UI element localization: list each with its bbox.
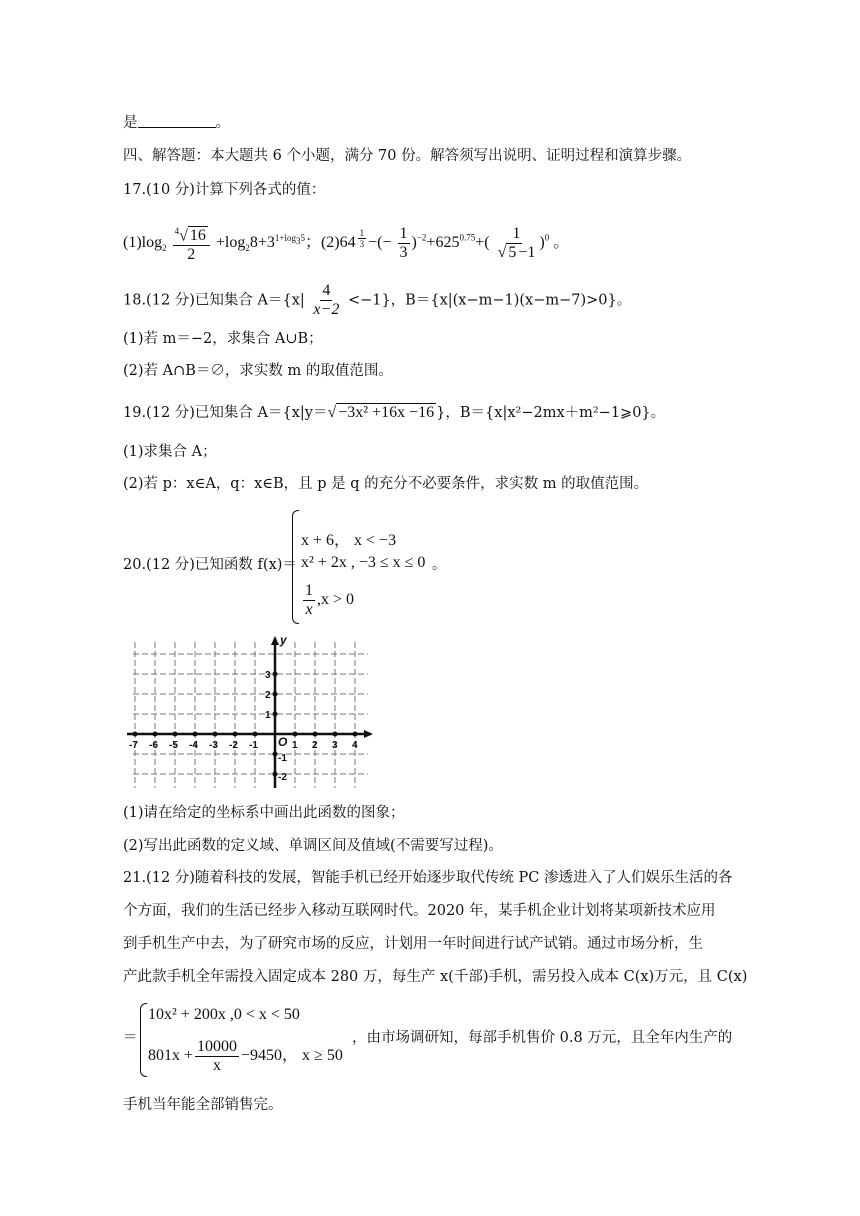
q19-part2: (2)若 p：x∈A，q：x∈B，且 p 是 q 的充分不必要条件，求实数 m 的取值范围。 (123, 476, 649, 492)
x-tick-label: 1 (292, 740, 298, 751)
coordinate-grid (123, 634, 377, 790)
y-tick-label: 1 (265, 710, 271, 721)
q21-line4: 产此款手机全年需投入固定成本 280 万，每生产 x(千部)手机，需另投入成本 C(x)万元，且 C(x) (123, 969, 748, 985)
q17-title: 17.(10 分)计算下列各式的值： (123, 182, 326, 198)
q19-statement: 19.(12 分)已知集合 A＝{x|y＝√ −3x² +16x −16 }，B＝{x|x²−2mx＋m²−1⩾0}。 (123, 404, 666, 421)
piecewise-brace (292, 510, 299, 624)
y-tick-label: 3 (265, 670, 271, 681)
y-tick-label: -2 (278, 772, 287, 783)
q18-part1: (1)若 m＝−2，求集合 A∪B； (123, 331, 323, 347)
q17-expression: $(1)\log_2$ $\frac{^4√ 16}{2}$ $+\log_28+3^{1+log_35}$；(2)64 $^{\frac{1}{3}}$ −(− $\frac{1}{3}$ )$^{-2}+625^{0.75}+$( $\frac{1}{√ 5 -1}$ )$^0$ 。 (123, 222, 569, 262)
x-tick-label: -4 (189, 740, 198, 751)
x-tick-label: 2 (312, 740, 318, 751)
origin-label: O (278, 735, 288, 749)
x-tick-label: -5 (169, 740, 178, 751)
y-axis-arrow-icon (271, 636, 279, 645)
q21-eq: ＝ (123, 1030, 138, 1046)
x-tick-label: -3 (209, 740, 218, 751)
y-axis-label: y (280, 634, 287, 647)
answer-blank-line (123, 113, 230, 133)
q18-statement: 18.(12 分)已知集合 A＝{x| $\frac{4}{x-2}$ <−1}，B＝{x|(x−m−1)(x−m−7)>0}。 (123, 282, 632, 318)
x-tick-label: -6 (149, 740, 158, 751)
q19-part1: (1)求集合 A； (123, 444, 217, 460)
text: 是 (123, 115, 138, 131)
text: 。 (215, 115, 230, 131)
root-fraction: $\frac{^4√ 16}{2}$ (173, 222, 210, 264)
x-tick-label: 3 (332, 740, 338, 751)
q21-line2: 个方面，我们的生活已经步入移动互联网时代。2020 年，某手机企业计划将某项新技术应用 (123, 903, 716, 919)
q20-case1: x + 6， x < −3 (301, 532, 397, 549)
x-tick-label: -1 (249, 740, 258, 751)
y-tick-label: -1 (278, 753, 287, 764)
q21-case2: 801x + $\frac{10000}{x}$ −9450， x ≥ 50 (148, 1038, 343, 1074)
q21-tail: ，由市场调研知，每部手机售价 0.8 万元，且全年内生产的 (352, 1030, 733, 1046)
q21-line6: 手机当年能全部销售完。 (123, 1097, 283, 1113)
piecewise-brace (140, 1003, 147, 1077)
q21-line3: 到手机生产中去，为了研究市场的反应，计划用一年时间进行试产试销。通过市场分析，生 (123, 936, 703, 952)
q20-part1: (1)请在给定的坐标系中画出此函数的图象； (123, 805, 405, 821)
q18-part2: (2)若 A∩B＝∅，求实数 m 的取值范围。 (123, 363, 393, 379)
q20-case3: $\frac{1}{x}$ ,x > 0 (305, 582, 355, 618)
x-tick-label: -7 (129, 740, 138, 751)
q20-part2: (2)写出此函数的定义域、单调区间及值域(不需要写过程)。 (123, 838, 503, 854)
text: 。 (432, 557, 447, 573)
q20-case2: x² + 2x , −3 ≤ x ≤ 0 (301, 554, 426, 571)
q21-case1: 10x² + 200x ,0 < x < 50 (148, 1006, 300, 1023)
y-tick-label: 2 (265, 690, 271, 701)
x-tick-label: -2 (229, 740, 238, 751)
q21-line1: 21.(12 分)随着科技的发展，智能手机已经开始逐步取代传统 PC 渗透进入了人们娱乐生活的各 (123, 870, 733, 886)
section-heading: 四、解答题：本大题共 6 个小题，满分 70 份。解答须写出说明、证明过程和演算步骤。 (123, 148, 692, 164)
answer-blank (138, 113, 216, 128)
x-axis-arrow-icon (364, 730, 373, 738)
q20-statement: 20.(12 分)已知函数 f(x)＝ (123, 557, 297, 573)
x-tick-label: 4 (352, 740, 358, 751)
